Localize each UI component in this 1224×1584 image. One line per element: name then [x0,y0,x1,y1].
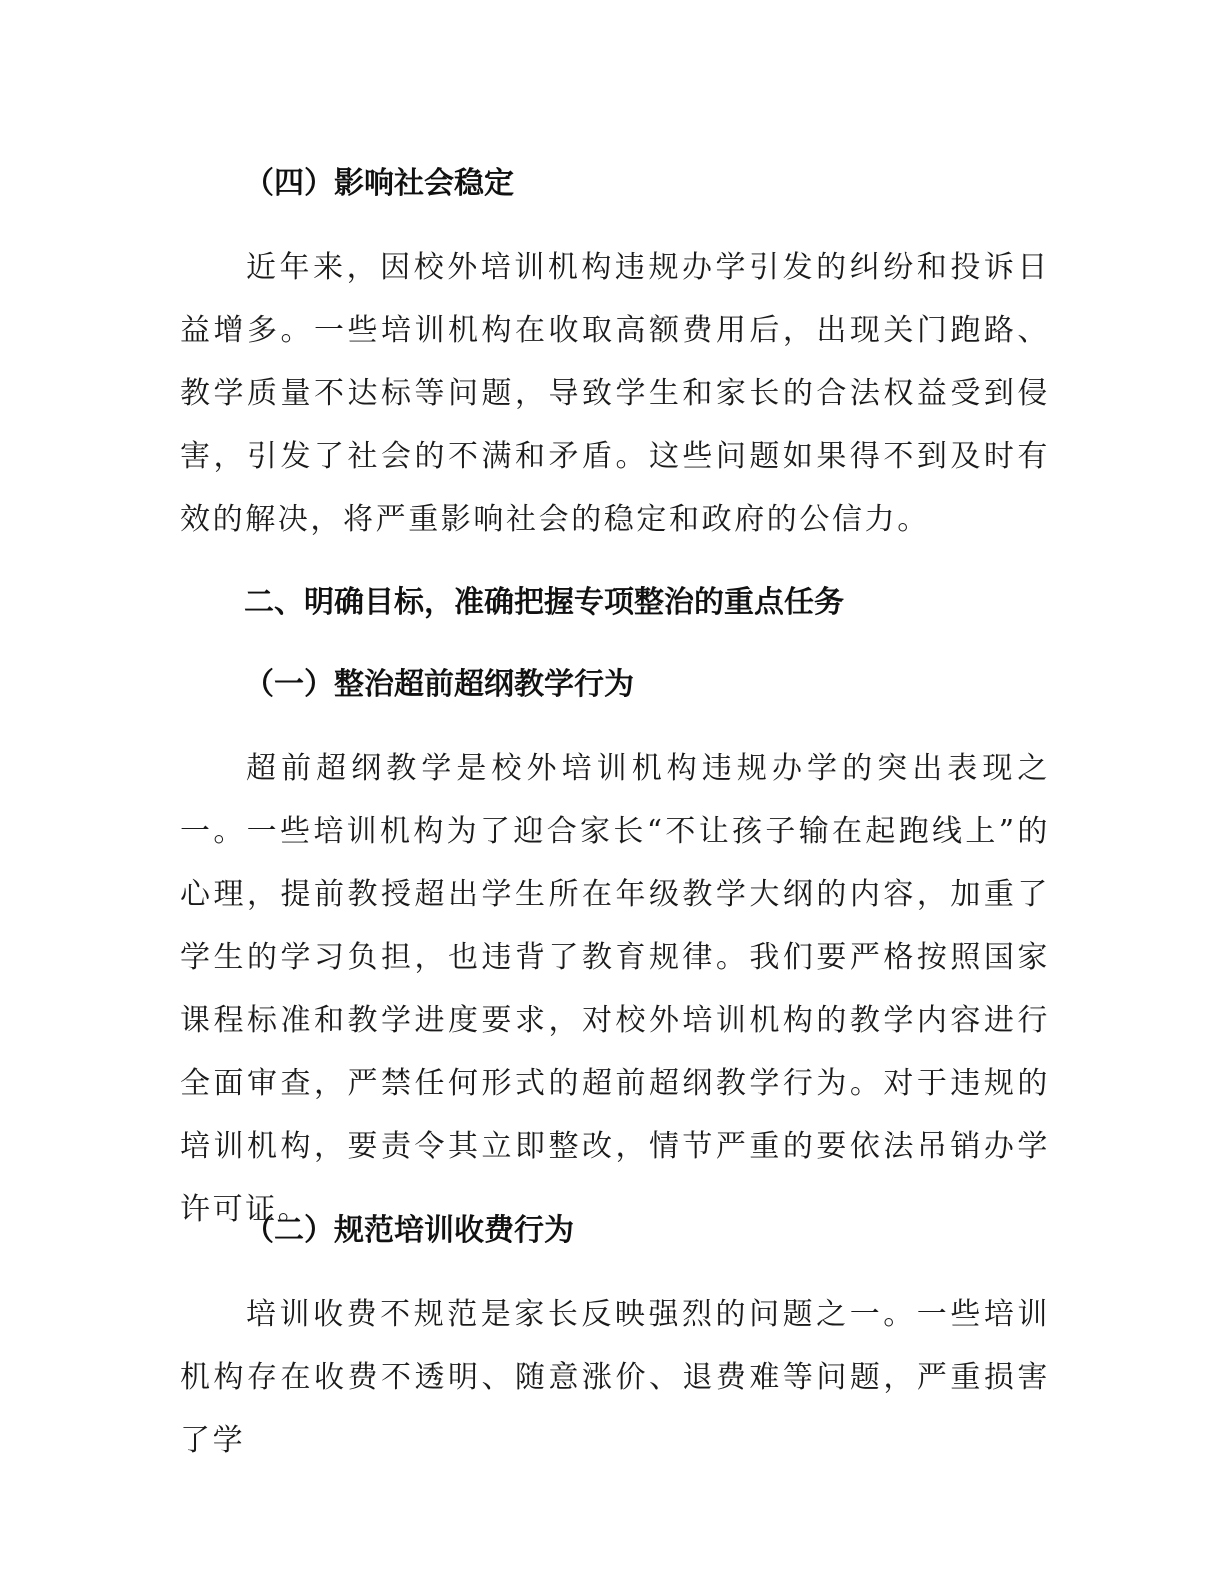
section-heading-social-stability: （四）影响社会稳定 [244,166,514,201]
section-heading-fee-regulation: （二）规范培训收费行为 [244,1213,574,1248]
paragraph-advanced-teaching: 超前超纲教学是校外培训机构违规办学的突出表现之一。一些培训机构为了迎合家长“不让孩子输在起跑线上”的心理，提前教授超出学生所在年级教学大纲的内容，加重了学生的学习负担，也违背了教育规律。我们要严格按照国家课程标准和教学进度要求，对校外培训机构的教学内容进行全面审查，严禁任何形式的超前超纲教学行为。对于违规的培训机构，要责令其立即整改，情节严重的要依法吊销办学许可证。 [180,751,1050,1227]
section-heading-advanced-teaching: （一）整治超前超纲教学行为 [244,667,634,702]
paragraph-social-stability: 近年来，因校外培训机构违规办学引发的纠纷和投诉日益增多。一些培训机构在收取高额费用后，出现关门跑路、教学质量不达标等问题，导致学生和家长的合法权益受到侵害，引发了社会的不满和矛盾。这些问题如果得不到及时有效的解决，将严重影响社会的稳定和政府的公信力。 [180,250,1050,537]
paragraph-fee-regulation: 培训收费不规范是家长反映强烈的问题之一。一些培训机构存在收费不透明、随意涨价、退费难等问题，严重损害了学 [180,1297,1050,1458]
chapter-heading-key-tasks: 二、明确目标，准确把握专项整治的重点任务 [244,585,844,620]
